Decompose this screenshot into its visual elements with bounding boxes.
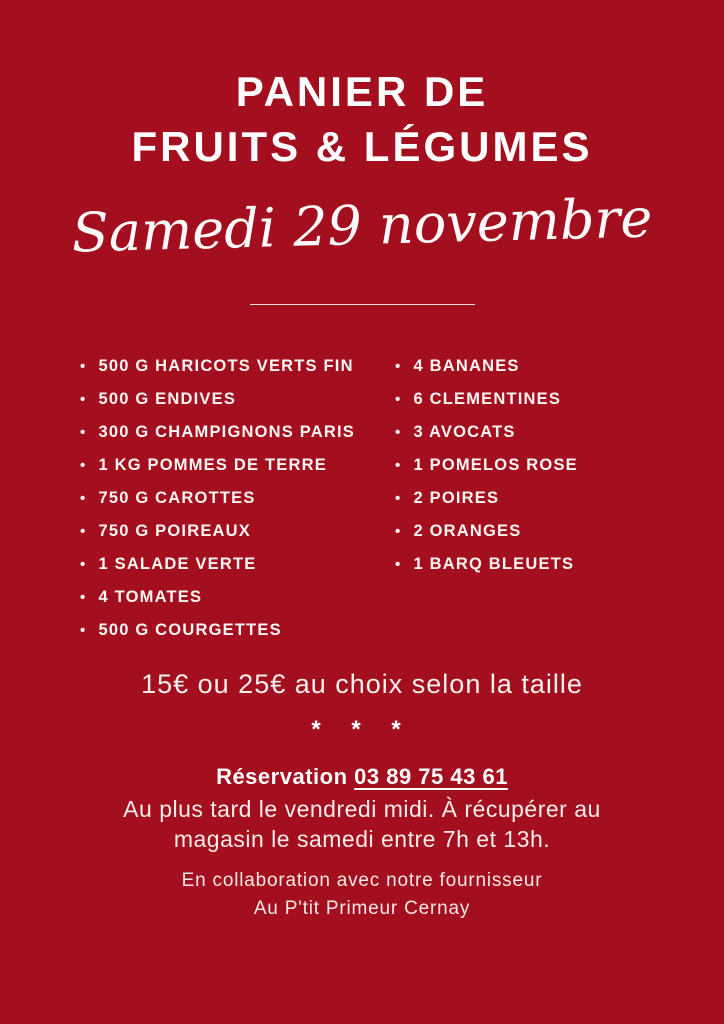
reservation-phone-link[interactable]: 03 89 75 43 61: [354, 763, 508, 789]
bullet-icon: •: [395, 423, 402, 441]
list-item-label: 300 G CHAMPIGNONS PARIS: [98, 422, 355, 441]
title-line-2: FRUITS & LÉGUMES: [131, 123, 593, 171]
basket-contents: [0, 350, 724, 647]
bullet-icon: •: [80, 621, 87, 639]
bullet-icon: •: [80, 489, 87, 507]
reservation-label: Réservation: [216, 763, 355, 789]
collaboration-footer: [0, 867, 724, 923]
list-item: [395, 416, 684, 449]
title-line-1: PANIER DE: [235, 68, 489, 115]
bullet-icon: •: [395, 390, 402, 408]
list-item-label: 1 POMELOS ROSE: [413, 455, 578, 474]
bullet-icon: •: [395, 357, 402, 375]
list-item-label: 4 TOMATES: [98, 587, 203, 606]
stars-separator: * * *: [311, 715, 413, 743]
reservation-line: [0, 764, 724, 790]
bullet-icon: •: [80, 456, 87, 474]
list-item: [80, 581, 395, 614]
left-item-list: [80, 350, 395, 647]
list-item-label: 4 BANANES: [413, 356, 520, 375]
bullet-icon: •: [395, 522, 402, 540]
bullet-icon: •: [395, 489, 402, 507]
list-item-label: 750 G POIREAUX: [98, 521, 251, 540]
right-item-list: [395, 350, 684, 581]
list-column-left: [80, 350, 395, 647]
list-item: [80, 548, 395, 581]
list-item: [80, 350, 395, 383]
list-item-label: 1 SALADE VERTE: [98, 554, 257, 573]
list-item: [395, 482, 684, 515]
list-item: [80, 383, 395, 416]
list-item: [80, 515, 395, 548]
collaboration-line-1: En collaboration avec notre fournisseur: [181, 869, 543, 891]
bullet-icon: •: [395, 456, 402, 474]
list-item-label: 500 G ENDIVES: [98, 389, 237, 408]
list-item: [395, 515, 684, 548]
price-text: 15€ ou 25€ au choix selon la taille: [141, 668, 583, 699]
list-item: [80, 614, 395, 647]
divider-line: [250, 304, 475, 305]
list-item-label: 1 KG POMMES DE TERRE: [98, 455, 327, 474]
list-item-label: 500 G COURGETTES: [98, 620, 282, 639]
list-item-label: 1 BARQ BLEUETS: [413, 554, 575, 573]
bullet-icon: •: [80, 588, 87, 606]
bullet-icon: •: [80, 390, 87, 408]
date-script: Samedi 29 novembre: [71, 186, 653, 265]
list-item-label: 2 POIRES: [413, 488, 500, 507]
collaboration-line-2: Au P'tit Primeur Cernay: [253, 897, 471, 919]
list-item: [395, 383, 684, 416]
reservation-note: [0, 794, 724, 854]
reservation-note-line-1: Au plus tard le vendredi midi. À récupérer au: [123, 795, 601, 822]
list-item: [80, 416, 395, 449]
list-item-label: 500 G HARICOTS VERTS FIN: [98, 356, 354, 375]
bullet-icon: •: [80, 522, 87, 540]
list-item: [395, 350, 684, 383]
list-item-label: 750 G CAROTTES: [98, 488, 256, 507]
list-item: [395, 548, 684, 581]
bullet-icon: •: [80, 423, 87, 441]
list-item-label: 2 ORANGES: [413, 521, 522, 540]
list-item: [80, 449, 395, 482]
reservation-note-line-2: magasin le samedi entre 7h et 13h.: [173, 825, 551, 852]
page-title: [0, 0, 724, 174]
list-column-right: [395, 350, 684, 647]
bullet-icon: •: [80, 555, 87, 573]
list-item-label: 6 CLEMENTINES: [413, 389, 562, 408]
list-item-label: 3 AVOCATS: [413, 422, 516, 441]
list-item: [80, 482, 395, 515]
list-item: [395, 449, 684, 482]
bullet-icon: •: [80, 357, 87, 375]
bullet-icon: •: [395, 555, 402, 573]
